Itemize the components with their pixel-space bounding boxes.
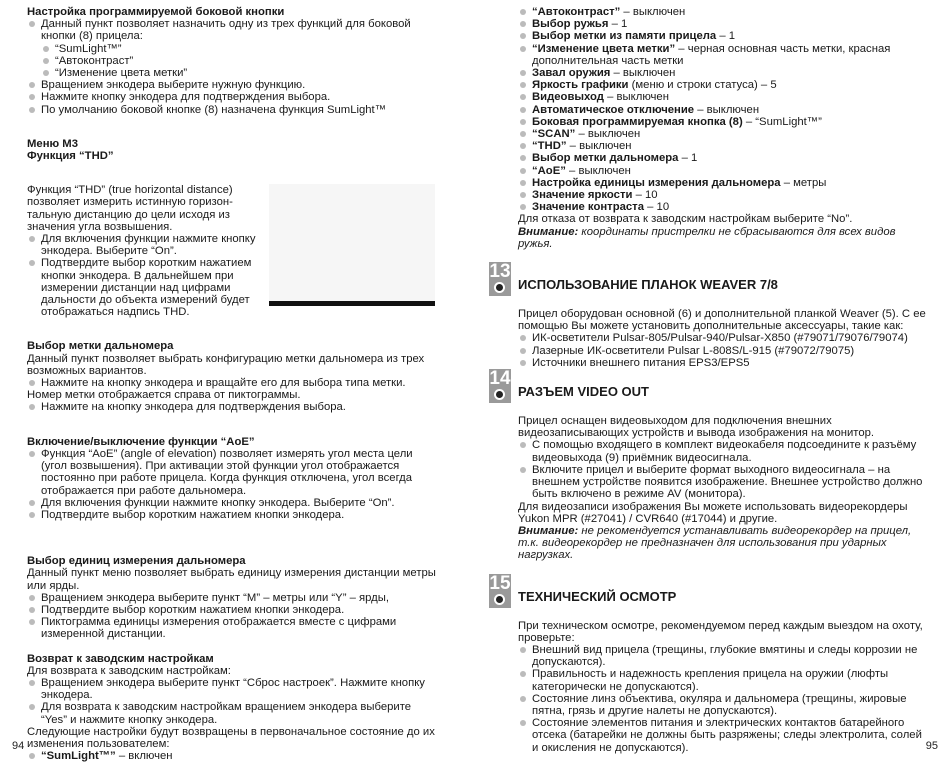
page-number-left: 94 [12, 739, 25, 752]
reset-text2: Следующие настройки будут возвращены в первоначальное состояние до их изменения пользователем: [27, 725, 435, 750]
reset-text: Для возврата к заводским настройкам: [27, 664, 231, 677]
list-item: “AoE” – выключен [518, 165, 928, 177]
thd-line: Функция “THD” (true horizontal distance) [27, 184, 233, 197]
list-item: Источники внешнего питания EPS3/EPS5 [518, 357, 928, 369]
list-item: Для включения функции нажмите кнопку энкодера. Выберите “On”. [27, 497, 437, 509]
thd-heading: Функция “THD” [27, 150, 114, 163]
list-item: “THD” – выключен [518, 140, 928, 152]
list-item: Значение яркости – 10 [518, 189, 928, 201]
list-item: ИК-осветители Pulsar-805/Pulsar-940/Pulsar-X850 (#79071/79076/79074) [518, 332, 928, 344]
units-text: Данный пункт меню позволяет выбрать единицу измерения дистанции метры или ярды. [27, 567, 436, 592]
bullet-dot-icon [494, 282, 505, 293]
defaults-list [518, 6, 928, 213]
list-item: Выбор ружья – 1 [518, 18, 928, 30]
section-text: Прицел оборудован основной (6) и дополнительной планкой Weaver (5). С ее помощью Вы можете установить дополнительные аксессуары, такие как: [518, 308, 926, 333]
list-item: “Изменение цвета метки” [27, 67, 437, 79]
reset-title: Возврат к заводским настройкам [27, 652, 214, 665]
section-title: ТЕХНИЧЕСКИЙ ОСМОТР [518, 588, 677, 604]
list-item: Подтвердите выбор коротким нажатием кнопки энкодера. [27, 604, 437, 616]
right-page [489, 6, 928, 754]
rangefinder-mark-title: Выбор метки дальномера [27, 340, 174, 353]
list-item: Вращением энкодера выберите пункт “Сброс настроек”. Нажмите кнопку энкодера. [27, 677, 437, 701]
list-item: Завал оружия – выключен [518, 67, 928, 79]
page-number-right: 95 [925, 739, 938, 752]
list-item: Пиктограмма единицы измерения отображается вместе с цифрами измеренной дистанции. [27, 616, 437, 640]
list-item: Включите прицел и выберите формат выходного видеосигнала – на внешнем устройстве появится изображение. Внешнее устройство должно быть включено в режиме AV (монитора). [518, 464, 928, 501]
list-item: Нажмите кнопку энкодера для подтверждения выбора. [27, 91, 437, 103]
list-item: “SumLight™” [27, 43, 437, 55]
bullet-dot-icon [494, 389, 505, 400]
list-item: Для включения функции нажмите кнопку энкодера. Выберите “On”. [27, 233, 259, 257]
list-item: “SCAN” – выключен [518, 128, 928, 140]
list-item: Яркость графики (меню и строки статуса) – 5 [518, 79, 928, 91]
section-text: Для видеозаписи изображения Вы можете использовать видеорекордеры Yukon MPR (#27041) / CVR640 (#17044) и другие. [518, 500, 908, 525]
thd-line: значения угла возвышения. [27, 220, 173, 233]
section-text: При техническом осмотре, рекомендуемом перед каждым выездом на охоту, проверьте: [518, 619, 923, 644]
thd-line: позволяет измерить истинную горизон- [27, 196, 233, 209]
section-15-header [489, 572, 928, 608]
thd-line: тальную дистанцию до цели исходя из [27, 208, 230, 221]
bullet-dot-icon [494, 594, 505, 605]
section-number-badge: 13 [489, 262, 511, 296]
list-item: “SumLight™” – включен [27, 750, 437, 762]
thd-section [27, 184, 437, 318]
list-item: Лазерные ИК-осветители Pulsar L-808S/L-915 (#79072/79075) [518, 345, 928, 357]
list-item: По умолчанию боковой кнопке (8) назначена функция SumLight™ [27, 104, 437, 116]
menu-m3-title: Меню М3 [27, 137, 78, 150]
list-item: Внешний вид прицела (трещины, глубокие вмятины и следы коррозии не допускаются). [518, 644, 928, 668]
note: Внимание: не рекомендуется устанавливать видеорекордер на прицел, т.к. видеорекордер не предназначен для использования при ударных нагрузках. [518, 524, 912, 562]
list-item: “Изменение цвета метки” – черная основная часть метки, красная дополнительная часть метки [518, 43, 928, 67]
section-14-header [489, 368, 928, 403]
section-13-header [489, 261, 928, 296]
section-title: РАЗЪЕМ VIDEO OUT [518, 384, 649, 400]
list-item: Боковая программируемая кнопка (8) – “SumLight™” [518, 116, 928, 128]
list-item: Нажмите на кнопку энкодера для подтверждения выбора. [27, 401, 437, 413]
side-button-intro: Данный пункт позволяет назначить одну из трех функций для боковой кнопки (8) прицела: [27, 18, 437, 42]
note: Внимание: координаты пристрелки не сбрасываются для всех видов ружья. [518, 225, 896, 250]
list-item: Выбор метки дальномера – 1 [518, 152, 928, 164]
section-text: Прицел оснащен видеовыходом для подключения внешних видеозаписывающих устройств и вывода изображения на монитор. [518, 415, 875, 440]
status-bar-strip [269, 301, 435, 306]
list-item: Значение контраста – 10 [518, 201, 928, 213]
list-item: Подтвердите выбор коротким нажатием кнопки энкодера. В дальнейшем при измерении дистанции над цифрами дальности до объекта измерений будет отображаться надпись THD. [27, 257, 259, 318]
list-item: “Автоконтраст” – выключен [518, 6, 928, 18]
list-item: Состояние линз объектива, окуляра и дальномера (трещины, жировые пятна, грязь и другие налеты не допускаются). [518, 693, 928, 717]
list-item: “Автоконтраст” [27, 55, 437, 67]
list-item: Настройка единицы измерения дальномера – метры [518, 177, 928, 189]
units-title: Выбор единиц измерения дальномера [27, 555, 246, 568]
left-page [27, 6, 437, 762]
list-item: Состояние элементов питания и электрических контактов батарейного отсека (батарейки не должны быть разряжены; следы электролита, солей и окисления не допускаются). [518, 717, 928, 754]
rangefinder-mark-text: Данный пункт позволяет выбрать конфигурацию метки дальномера из трех возможных вариантов. [27, 352, 425, 377]
list-item: Правильность и надежность крепления прицела на оружии (люфты категорически не допускаются). [518, 668, 928, 692]
list-item: Вращением энкодера выберите нужную функцию. [27, 79, 437, 91]
list-item: Видеовыход – выключен [518, 91, 928, 103]
side-button-title: Настройка программируемой боковой кнопки [27, 6, 285, 18]
list-item: С помощью входящего в комплект видеокабеля подсоедините к разъёму видеовыхода (9) приёмник видеосигнала. [518, 439, 928, 463]
aoe-title: Включение/выключение функции “AoE” [27, 435, 255, 448]
cancel-text: Для отказа от возврата к заводским настройкам выберите “No”. [518, 213, 853, 226]
list-item: Для возврата к заводским настройкам вращением энкодера выберите “Yes” и нажмите кнопку энкодера. [27, 701, 437, 725]
list-item: Выбор метки из памяти прицела – 1 [518, 30, 928, 42]
section-title: ИСПОЛЬЗОВАНИЕ ПЛАНОК WEAVER 7/8 [518, 277, 778, 293]
list-item: Подтвердите выбор коротким нажатием кнопки энкодера. [27, 509, 437, 521]
list-item: Вращением энкодера выберите пункт “M” – метры или “Y” – ярды, [27, 592, 437, 604]
section-number-badge: 14 [489, 369, 511, 403]
thd-screen-image [269, 184, 435, 306]
list-item: Функция “AoE” (angle of elevation) позволяет измерять угол места цели (угол возвышения). При активации этой функции угол отображается постоянно при работе прицела. Когда функция отключена, угол всегда отображается при работе дальномера. [27, 448, 437, 497]
rangefinder-mark-tail: Номер метки отображается справа от пиктограммы. [27, 389, 301, 402]
section-number-badge: 15 [489, 574, 511, 608]
list-item: Нажмите на кнопку энкодера и вращайте его для выбора типа метки. [27, 377, 437, 389]
list-item: Автоматическое отключение – выключен [518, 104, 928, 116]
